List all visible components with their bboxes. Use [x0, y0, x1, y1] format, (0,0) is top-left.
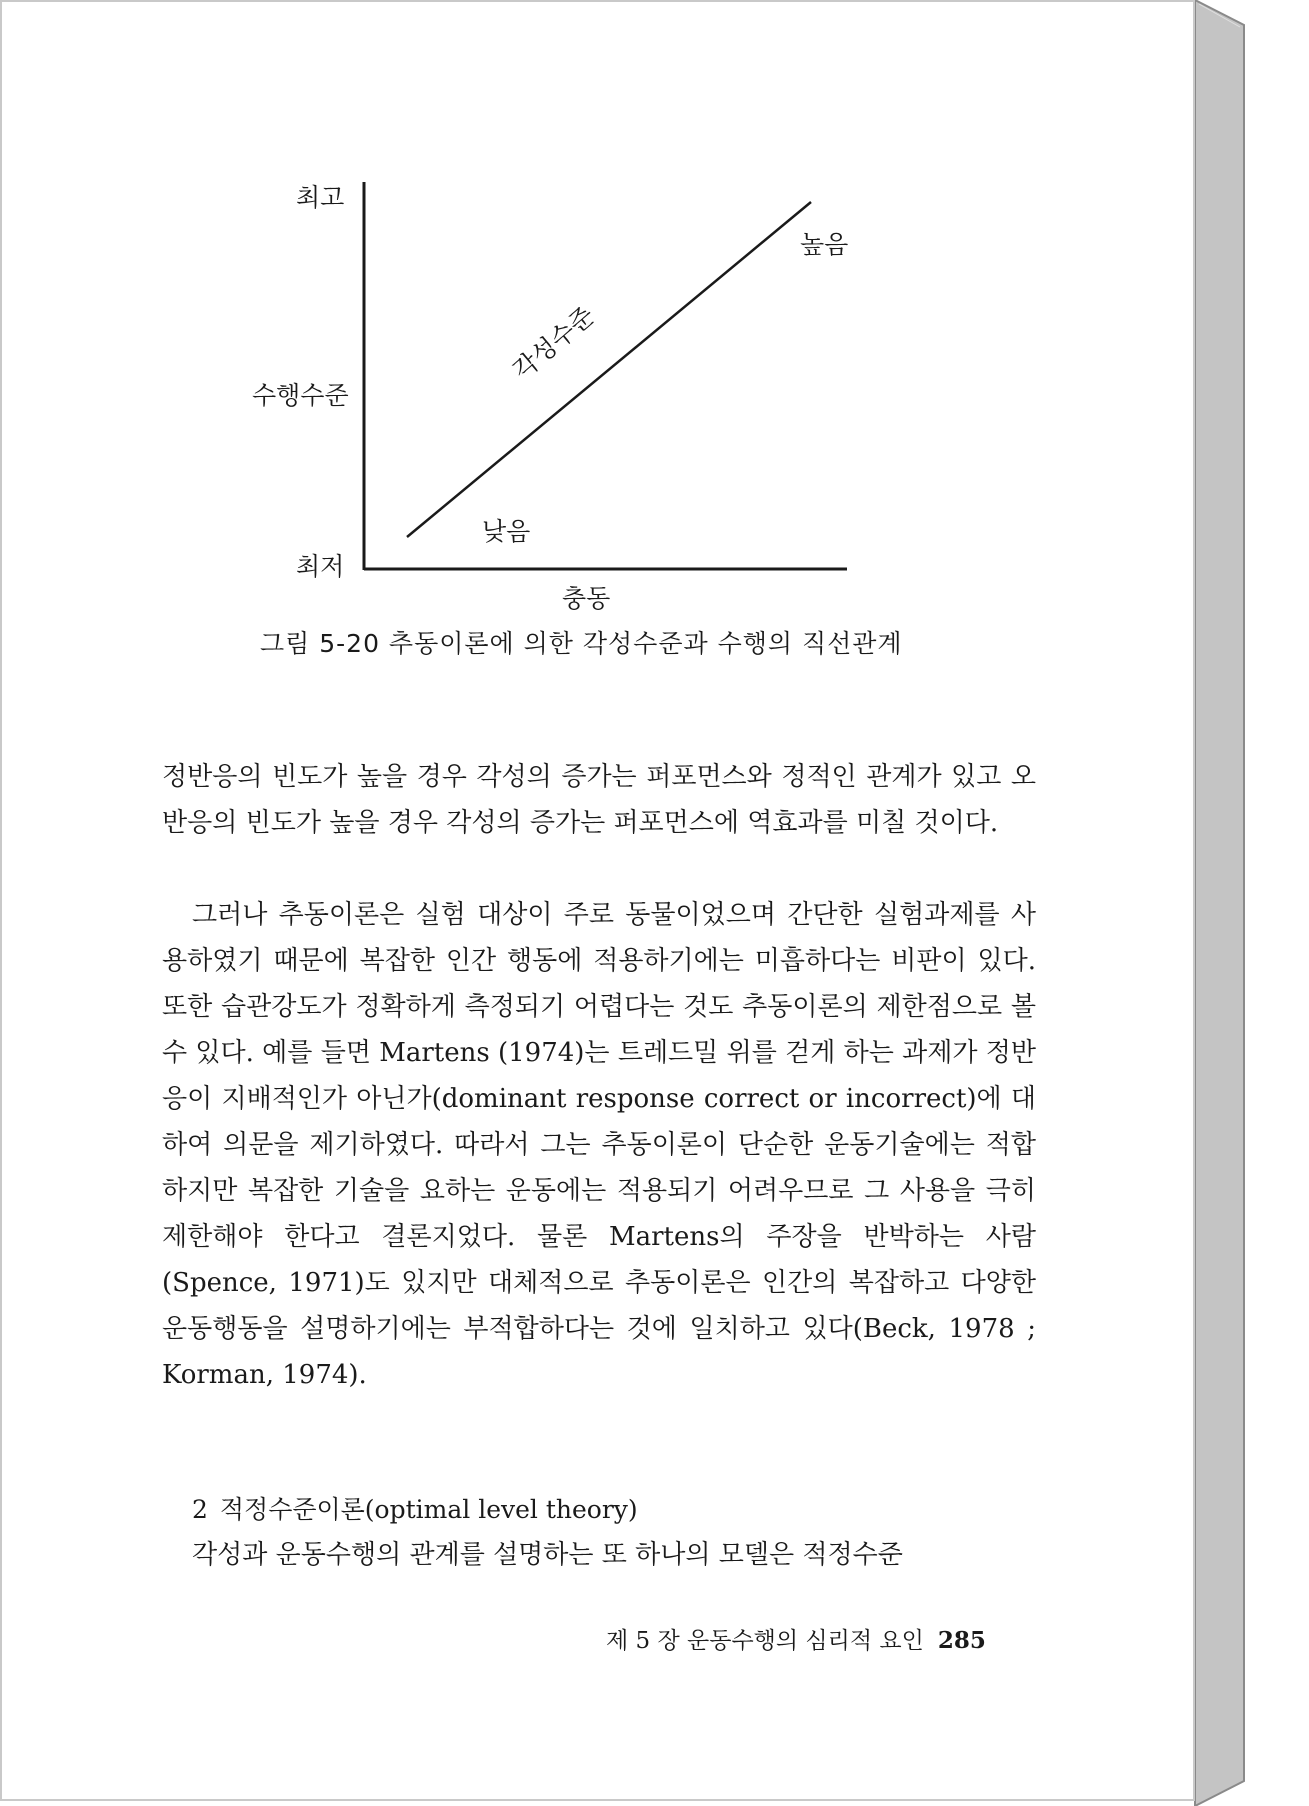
- figure-caption: 그림 5-20 추동이론에 의한 각성수준과 수행의 직선관계: [260, 629, 903, 658]
- section-heading: [192, 1490, 638, 1526]
- y-axis-mid-label: 수행수준: [252, 381, 349, 410]
- y-axis-top-label: 최고: [296, 183, 345, 212]
- page-footer: [606, 1622, 986, 1655]
- paragraph-3-text: 각성과 운동수행의 관계를 설명하는 또 하나의 모델은 적정수준: [192, 1540, 903, 1570]
- paragraph-3: [162, 1532, 1036, 1578]
- paragraph-1: [162, 754, 1036, 846]
- section-title: 적정수준이론(optimal level theory): [219, 1495, 638, 1524]
- paragraph-1-text: 정반응의 빈도가 높을 경우 각성의 증가는 퍼포먼스와 정적인 관계가 있고 오반응의 빈도가 높을 경우 각성의 증가는 퍼포먼스에 역효과를 미칠 것이다.: [162, 762, 1036, 838]
- y-axis-bottom-label: 최저: [296, 552, 345, 581]
- arousal-line: [407, 202, 811, 537]
- paragraph-2-text: 그러나 추동이론은 실험 대상이 주로 동물이었으며 간단한 실험과제를 사용하였기 때문에 복잡한 인간 행동에 적용하기에는 미흡하다는 비판이 있다. 또한 습관강도가 정확하게 측정되기 어렵다는 것도 추동이론의 제한점으로 볼 수 있다. 예를 들면 Martens (1974)는 트레드밀 위를 걷게 하는 과제가 정반응이 지배적인가 아닌가(dominant response correct or incorrect)에 대하여 의문을 제기하였다. 따라서 그는 추동이론이 단순한 운동기술에는 적합하지만 복잡한 기술을 요하는 운동에는 적용되기 어려우므로 그 사용을 극히 제한해야 한다고 결론지었다. 물론 Martens의 주장을 반박하는 사람(Spence, 1971)도 있지만 대체적으로 추동이론은 인간의 복잡하고 다양한 운동행동을 설명하기에는 부적합하다는 것에 일치하고 있다(Beck, 1978 ; Korman, 1974).: [162, 900, 1036, 1390]
- figure-diagram: [2, 2, 1197, 622]
- chapter-title: 제 5 장 운동수행의 심리적 요인: [606, 1628, 924, 1654]
- section-number: 2: [192, 1495, 208, 1524]
- paragraph-2: [162, 892, 1036, 1398]
- high-label: 높음: [800, 230, 849, 259]
- page-number: 285: [937, 1627, 986, 1654]
- line-label: 각성수준: [507, 300, 600, 386]
- low-label: 낮음: [482, 517, 531, 546]
- x-axis-label: 충동: [562, 584, 611, 613]
